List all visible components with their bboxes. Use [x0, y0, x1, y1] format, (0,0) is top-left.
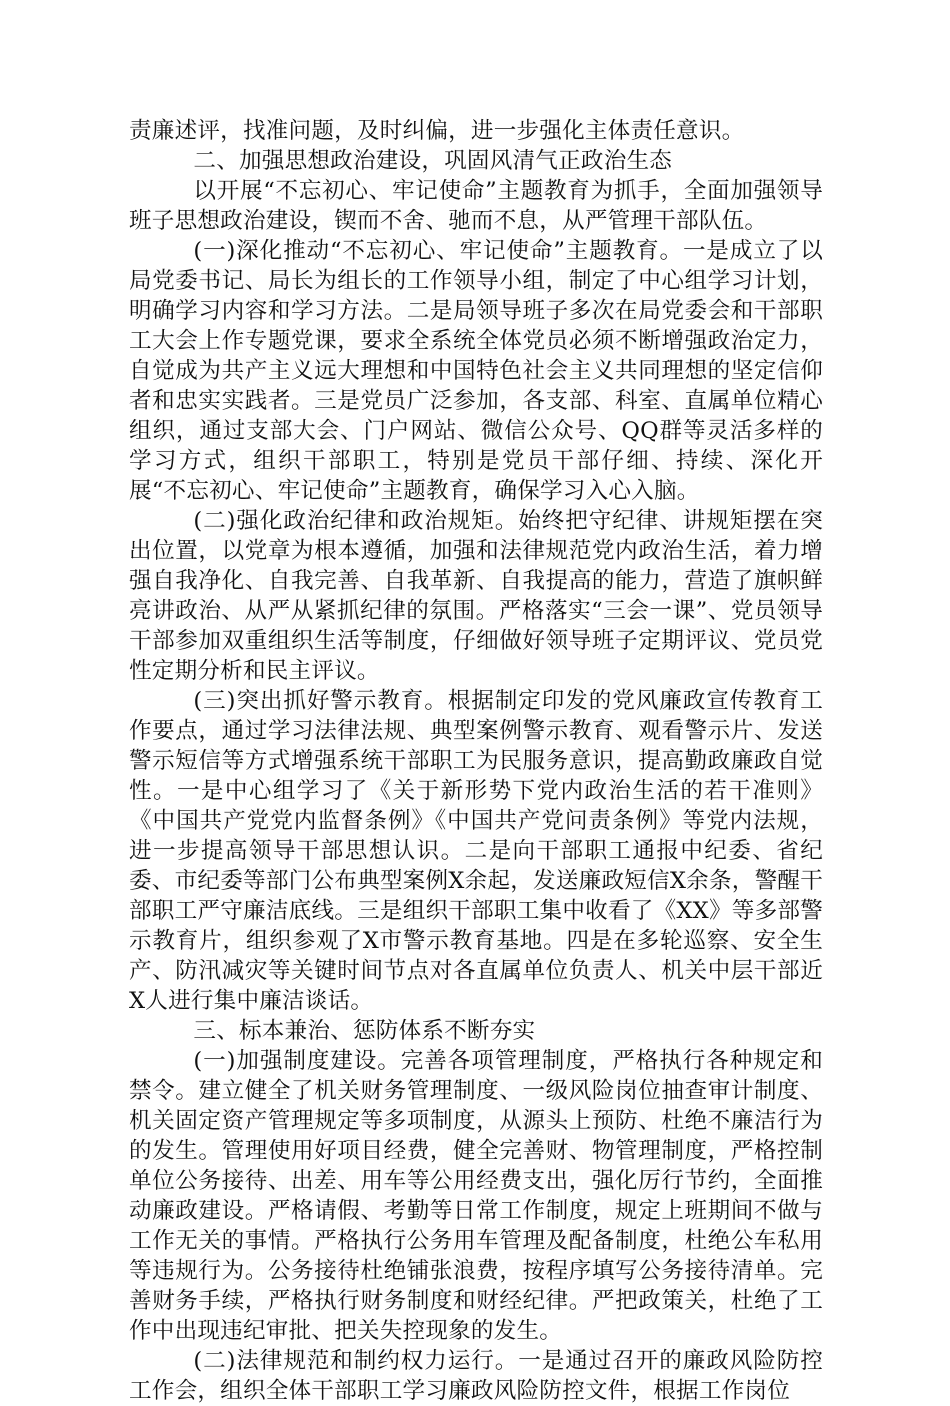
paragraph-intro: 以开展“不忘初心、牢记使命”主题教育为抓手，全面加强领导班子思想政治建设，锲而不舍、驰而不息，从严管理干部队伍。	[129, 178, 823, 234]
paragraph-item-3: (三)突出抓好警示教育。根据制定印发的党风廉政宣传教育工作要点，通过学习法律法规、典型案例警示教育、观看警示片、发送警示短信等方式增强系统干部职工为民服务意识，提高勤政廉政自觉性。一是中心组学习了《关于新形势下党内政治生活的若干准则》《中国共产党党内监督条例》《中国共产党问责条例》等党内法规，进一步提高领导干部思想认识。二是向干部职工通报中纪委、省纪委、市纪委等部门公布典型案例X余起，发送廉政短信X余条，警醒干部职工严守廉洁底线。三是组织干部职工集中收看了《XX》等多部警示教育片，组织参观了X市警示教育基地。四是在多轮巡察、安全生产、防汛减灾等关键时间节点对各直属单位负责人、机关中层干部近X人进行集中廉洁谈话。	[129, 688, 823, 1014]
paragraph-item-1: (一)深化推动“不忘初心、牢记使命”主题教育。一是成立了以局党委书记、局长为组长的工作领导小组，制定了中心组学习计划，明确学习内容和学习方法。二是局领导班子多次在局党委会和干部职工大会上作专题党课，要求全系统全体党员必须不断增强政治定力，自觉成为共产主义远大理想和中国特色社会主义共同理想的坚定信仰者和忠实实践者。三是党员广泛参加，各支部、科室、直属单位精心组织，通过支部大会、门户网站、微信公众号、QQ群等灵活多样的学习方式，组织干部职工，特别是党员干部仔细、持续、深化开展“不忘初心、牢记使命”主题教育，确保学习入心入脑。	[129, 238, 823, 504]
section-heading-3: 三、标本兼治、惩防体系不断夯实	[193, 1018, 536, 1044]
document-page	[129, 116, 823, 1406]
paragraph-item-3-1: (一)加强制度建设。完善各项管理制度，严格执行各种规定和禁令。建立健全了机关财务管理制度、一级风险岗位抽查审计制度、机关固定资产管理规定等多项制度，从源头上预防、杜绝不廉洁行为的发生。管理使用好项目经费，健全完善财、物管理制度，严格控制单位公务接待、出差、用车等公用经费支出，强化厉行节约，全面推动廉政建设。严格请假、考勤等日常工作制度，规定上班期间不做与工作无关的事情。严格执行公务用车管理及配备制度，杜绝公车私用等违规行为。公务接待杜绝铺张浪费，按程序填写公务接待清单。完善财务手续，严格执行财务制度和财经纪律。严把政策关，杜绝了工作中出现违纪审批、把关失控现象的发生。	[129, 1048, 823, 1344]
paragraph-item-3-2: (二)法律规范和制约权力运行。一是通过召开的廉政风险防控工作会，组织全体干部职工学习廉政风险防控文件，根据工作岗位	[129, 1348, 823, 1404]
section-heading-2: 二、加强思想政治建设，巩固风清气正政治生态	[193, 148, 673, 174]
paragraph-continuation: 责廉述评，找准问题，及时纠偏，进一步强化主体责任意识。	[129, 118, 745, 144]
paragraph-item-2: (二)强化政治纪律和政治规矩。始终把守纪律、讲规矩摆在突出位置，以党章为根本遵循，加强和法律规范党内政治生活，着力增强自我净化、自我完善、自我革新、自我提高的能力，营造了旗帜鲜亮讲政治、从严从紧抓纪律的氛围。严格落实“三会一课”、党员领导干部参加双重组织生活等制度，仔细做好领导班子定期评议、党员党性定期分析和民主评议。	[129, 508, 823, 684]
